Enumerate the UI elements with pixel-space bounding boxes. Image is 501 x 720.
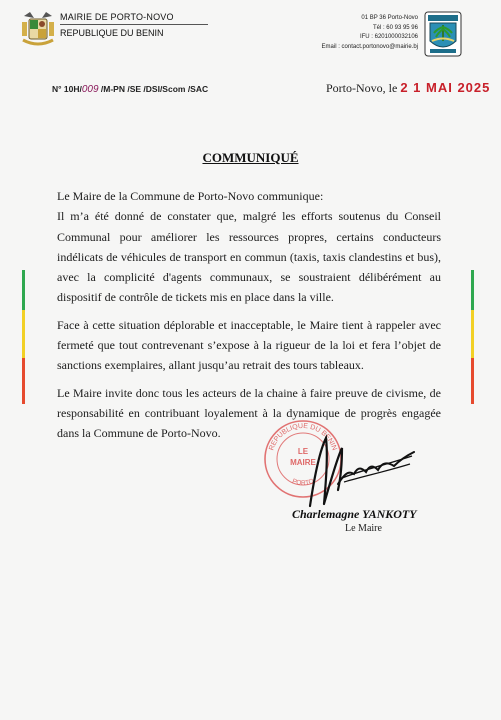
benin-coat-of-arms-icon	[20, 10, 56, 50]
seal-center-mid: MAIRE	[290, 458, 316, 467]
flag-bar-left-yellow	[22, 310, 25, 358]
flag-bar-right-yellow	[471, 310, 474, 358]
flag-bar-left-red	[22, 358, 25, 404]
date-stamp: 2 1 MAI 2025	[400, 80, 491, 95]
paragraph-2: Face à cette situation déplorable et inacceptable, le Maire tient à rappeler avec fermeté que tout contrevenant s’expose à la rigueur de la loi et fera l’objet de sanctions exemplaires, allant jusqu’au retrait des tours tableaux.	[57, 317, 441, 373]
document-body	[57, 186, 441, 444]
reference-suffix: /M-PN /SE /DSI/Scom /SAC	[98, 84, 209, 94]
contact-ifu: IFU : 6201000032106	[359, 34, 418, 40]
country-name: REPUBLIQUE DU BENIN	[60, 28, 164, 38]
flag-bar-right-green	[471, 270, 474, 310]
signer-title: Le Maire	[345, 523, 382, 534]
seal-center-top: LE	[297, 447, 309, 456]
header-contact	[322, 14, 418, 52]
header-organization	[60, 12, 208, 38]
org-name: MAIRIE DE PORTO-NOVO	[60, 12, 174, 22]
seal-ring-top-text: REPUBLIQUE DU BENIN	[268, 422, 338, 452]
intro-paragraph: Le Maire de la Commune de Porto-Novo communique:	[57, 189, 324, 203]
porto-novo-emblem-icon	[424, 11, 462, 57]
reference-number	[52, 84, 208, 95]
place-label: Porto-Novo, le	[326, 81, 401, 95]
seal-ring-bottom-text: PORTO	[291, 477, 315, 487]
paragraph-3: Le Maire invite donc tous les acteurs de la chaine à faire preuve de civisme, de responsabilité en contribuant loyalement à la dynamique de progrès engagée dans la Commune de Porto-Novo.	[57, 385, 441, 441]
reference-prefix: N° 10H/	[52, 84, 82, 94]
contact-phone: Tél : 60 93 95 96	[372, 24, 418, 31]
handwritten-signature	[302, 426, 422, 516]
paragraph-1: Il m’a été donné de constater que, malgré les efforts soutenus du Conseil Communal pour améliorer les ressources propres, certains conducteurs indélicats de véhicules de transport en commun (taxis, taxis clandestins et bus), avec la complicité d'agents communaux, se soustraient délibérément au dispositif de contrôle de tickets mis en place dans la ville.	[57, 209, 441, 305]
contact-address: 01 BP 36 Porto-Novo	[361, 15, 418, 21]
header-rule	[60, 24, 208, 25]
document-title: COMMUNIQUÉ	[202, 150, 299, 165]
place-date	[326, 80, 490, 96]
contact-email: Email : contact.portonovo@mairie.bj	[321, 43, 418, 50]
flag-bar-right-red	[471, 358, 474, 404]
signer-name: Charlemagne YANKOTY	[292, 507, 417, 521]
reference-handwritten-number: 009	[81, 84, 99, 95]
flag-bar-left-green	[22, 270, 25, 310]
